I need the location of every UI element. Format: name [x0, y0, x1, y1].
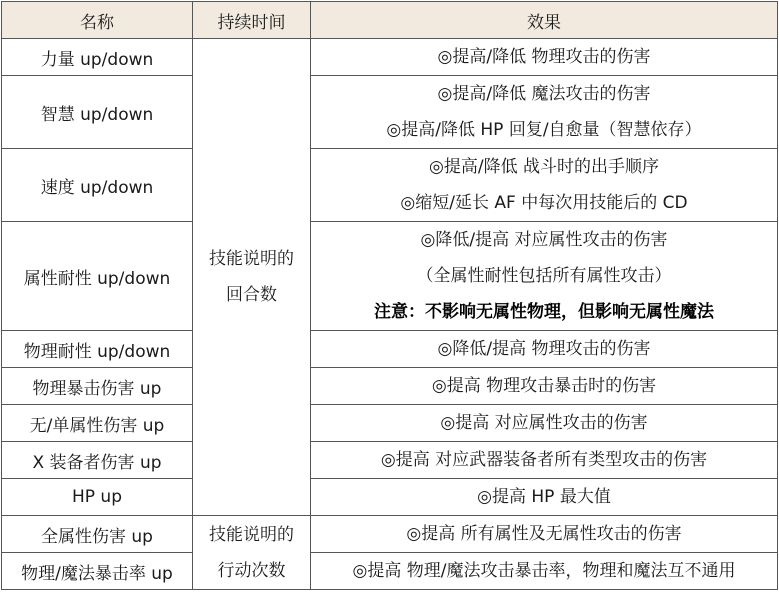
- duration-turns-line: 回合数: [226, 285, 277, 305]
- table-row: [2, 331, 778, 368]
- row-name: 物理暴击伤害 up: [2, 368, 193, 405]
- table-row: [2, 149, 778, 222]
- duration-actions-cell: [193, 516, 311, 590]
- effect-line: ◎提高 对应属性攻击的伤害: [440, 413, 648, 433]
- row-name: 全属性伤害 up: [2, 516, 193, 553]
- header-effect: 效果: [311, 2, 778, 39]
- effect-note: 注意：不影响无属性物理，但影响无属性魔法: [374, 302, 714, 322]
- effect-line: ◎提高/降低 HP 回复/自愈量（智慧依存）: [386, 120, 702, 140]
- effect-line: （全属性耐性包括所有属性攻击）: [416, 266, 672, 286]
- effect-line: ◎提高 物理/魔法攻击暴击率，物理和魔法互不通用: [352, 561, 736, 581]
- effect-line: ◎提高/降低 物理攻击的伤害: [437, 47, 651, 67]
- row-effect: [311, 76, 778, 149]
- effect-line: ◎降低/提高 对应属性攻击的伤害: [420, 230, 668, 250]
- duration-actions-line: 技能说明的: [209, 524, 294, 545]
- row-name: 智慧 up/down: [2, 76, 193, 149]
- row-effect: [311, 516, 778, 553]
- table-row: [2, 76, 778, 149]
- table-row: [2, 405, 778, 442]
- table-row: [2, 39, 778, 76]
- row-effect: [311, 405, 778, 442]
- duration-turns-cell: [193, 39, 311, 516]
- effect-line: ◎提高 所有属性及无属性攻击的伤害: [406, 524, 682, 544]
- effect-line: ◎缩短/延长 AF 中每次用技能后的 CD: [400, 193, 688, 213]
- table-header-row: [2, 2, 778, 39]
- table-row: [2, 553, 778, 590]
- table-row: [2, 442, 778, 479]
- buff-effects-table: [1, 1, 778, 590]
- table-row: [2, 368, 778, 405]
- row-name: 属性耐性 up/down: [2, 222, 193, 331]
- table-row: [2, 516, 778, 553]
- row-name: 物理/魔法暴击率 up: [2, 553, 193, 590]
- effect-line: ◎提高 对应武器装备者所有类型攻击的伤害: [380, 450, 708, 470]
- row-name: 无/单属性伤害 up: [2, 405, 193, 442]
- row-effect: [311, 39, 778, 76]
- duration-turns-line: 技能说明的: [209, 249, 294, 269]
- header-duration: 持续时间: [193, 2, 311, 39]
- row-name: X 装备者伤害 up: [2, 442, 193, 479]
- row-effect: [311, 331, 778, 368]
- row-name: 速度 up/down: [2, 149, 193, 222]
- effect-line: ◎提高 物理攻击暴击时的伤害: [431, 376, 657, 396]
- duration-actions-line: 行动次数: [217, 560, 286, 581]
- row-name: 力量 up/down: [2, 39, 193, 76]
- table-row: [2, 222, 778, 331]
- effect-line: ◎提高 HP 最大值: [477, 487, 611, 507]
- table-row: [2, 479, 778, 516]
- effect-line: ◎提高/降低 战斗时的出手顺序: [429, 157, 659, 177]
- row-effect: [311, 442, 778, 479]
- row-name: HP up: [2, 479, 193, 516]
- effect-line: ◎提高/降低 魔法攻击的伤害: [437, 84, 651, 104]
- row-effect: [311, 149, 778, 222]
- header-name: 名称: [2, 2, 193, 39]
- row-effect: [311, 222, 778, 331]
- row-effect: [311, 368, 778, 405]
- row-effect: [311, 479, 778, 516]
- effect-line: ◎降低/提高 物理攻击的伤害: [437, 339, 651, 359]
- row-name: 物理耐性 up/down: [2, 331, 193, 368]
- row-effect: [311, 553, 778, 590]
